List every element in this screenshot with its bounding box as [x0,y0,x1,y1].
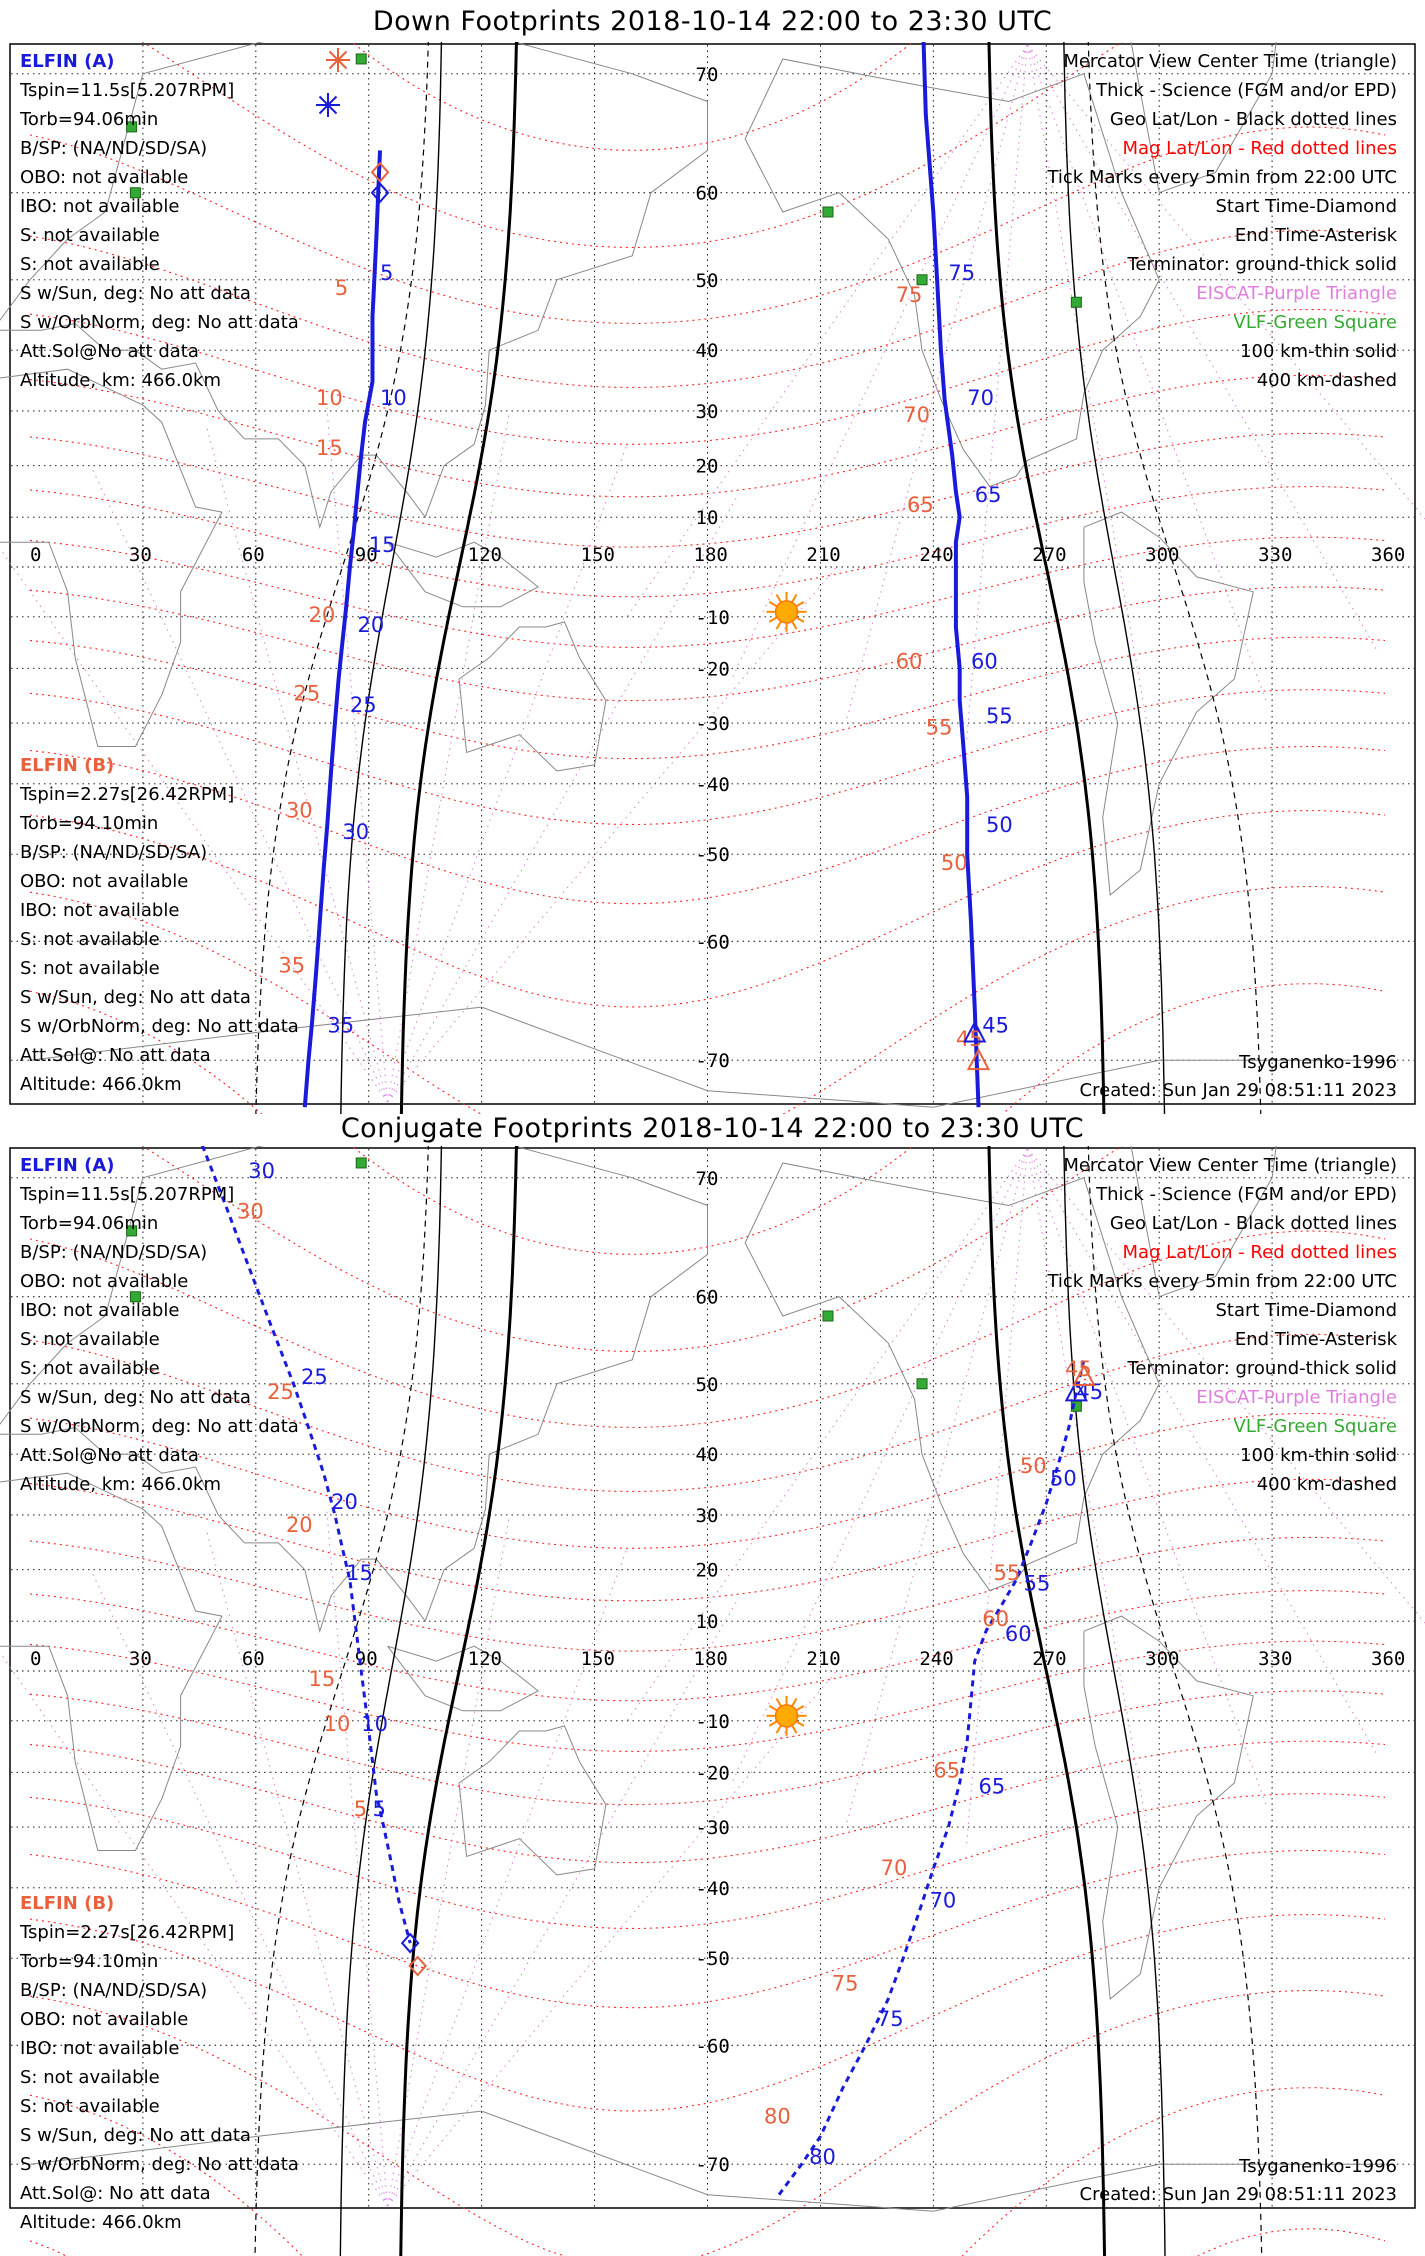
x-tick-label: 240 [919,544,953,566]
y-tick-label: -50 [696,1948,730,1970]
y-tick-label: -20 [696,1762,730,1784]
elfin-b-info-line: S: not available [20,958,160,979]
y-tick-label: -60 [696,931,730,953]
x-tick-label: 60 [242,1648,265,1670]
tick-b-2-label: 70 [881,1856,908,1880]
tick-b-1-label: 10 [324,1712,351,1736]
elfin-b-info-line: OBO: not available [20,871,188,892]
elfin-a-info-line: S w/Sun, deg: No att data [20,1387,251,1408]
elfin-b-info-line: S: not available [20,929,160,950]
y-tick-label: 40 [696,1444,719,1466]
x-tick-label: 90 [355,544,378,566]
legend-block-line: Tick Marks every 5min from 22:00 UTC [1046,167,1397,188]
tick-a-2-label: 65 [979,1775,1006,1799]
vlf-square [356,1158,366,1168]
tick-a-2-label: 70 [930,1889,957,1913]
x-tick-label: 330 [1258,544,1292,566]
y-tick-label: -20 [696,658,730,680]
x-tick-label: 0 [30,1648,41,1670]
elfin-b-info-line: Torb=94.10min [19,813,158,834]
elfin-b-info-line: S w/OrbNorm, deg: No att data [20,1016,299,1037]
legend-block-line: Mercator View Center Time (triangle) [1063,1155,1397,1176]
tick-b-2-label: 55 [994,1561,1021,1585]
elfin-a-info-line: S w/OrbNorm, deg: No att data [20,1416,299,1437]
tick-a-2-label: 60 [1005,1622,1032,1646]
map-panel-down [0,42,1425,1114]
legend-block-line: Mag Lat/Lon - Red dotted lines [1122,1242,1397,1263]
y-tick-label: 40 [696,340,719,362]
y-tick-label: 20 [696,1560,719,1582]
tick-a-2-label: 65 [975,483,1002,507]
tick-b-2-label: 45 [956,1027,983,1051]
elfin-b-info-line: Tspin=2.27s[26.42RPM] [19,784,234,805]
end-asterisk-b-icon [326,48,350,72]
tick-a-1-label: 30 [248,1159,275,1183]
model-label: Tsyganenko-1996 [1238,1052,1397,1073]
tick-b-2-label: 75 [832,1971,859,1995]
elfin-a-info-line: ELFIN (A) [20,1155,114,1176]
x-tick-label: 180 [694,1648,728,1670]
x-tick-label: 240 [919,1648,953,1670]
elfin-b-info-line: Altitude: 466.0km [20,1074,182,1095]
tick-b-1-label: 5 [335,276,348,300]
elfin-b-info-line: IBO: not available [20,900,179,921]
tick-a-2-label: 45 [982,1013,1009,1037]
end-asterisk-a-icon [316,93,340,117]
elfin-a-info-line: Torb=94.06min [19,1213,158,1234]
x-tick-label: 90 [355,1648,378,1670]
elfin-a-info-line: OBO: not available [20,167,188,188]
legend-block-line: 400 km-dashed [1257,1474,1397,1495]
tick-b-1-label: 10 [316,386,343,410]
elfin-a-info-line: Tspin=11.5s[5.207RPM] [19,1184,234,1205]
x-tick-label: 210 [806,1648,840,1670]
elfin-b-info-line: ELFIN (B) [20,755,114,776]
elfin-a-info-line: Att.Sol@No att data [20,1445,199,1466]
tick-a-2-label: 45 [1076,1380,1103,1404]
y-tick-label: 60 [696,1287,719,1309]
y-tick-label: -60 [696,2035,730,2057]
panel-title-down: Down Footprints 2018-10-14 22:00 to 23:30 UTC [0,6,1425,37]
tick-a-1-label: 10 [380,386,407,410]
tick-a-1-label: 15 [369,533,396,557]
elfin-b-info-line: B/SP: (NA/ND/SD/SA) [20,1980,207,2001]
elfin-b-info-line: Torb=94.10min [19,1951,158,1972]
legend-block-line: Terminator: ground-thick solid [1126,1358,1397,1379]
elfin-a-info-line: IBO: not available [20,196,179,217]
tick-b-1-label: 20 [286,1513,313,1537]
tick-a-2-label: 75 [877,2007,904,2031]
y-tick-label: 50 [696,1374,719,1396]
x-tick-label: 360 [1371,544,1405,566]
tick-a-2-label: 55 [986,704,1013,728]
y-tick-label: -50 [696,844,730,866]
legend-block-line: Tick Marks every 5min from 22:00 UTC [1046,1271,1397,1292]
created-label: Created: Sun Jan 29 08:51:11 2023 [1080,1080,1397,1101]
tick-a-1-label: 30 [342,820,369,844]
elfin-b-info-line: Altitude: 466.0km [20,2212,182,2233]
legend-block-line: EISCAT-Purple Triangle [1196,283,1397,304]
x-tick-label: 60 [242,544,265,566]
elfin-b-info-line: OBO: not available [20,2009,188,2030]
tick-a-1-label: 10 [361,1712,388,1736]
elfin-b-info-line: S: not available [20,2096,160,2117]
legend-block-line: VLF-Green Square [1234,1416,1397,1437]
y-tick-label: -70 [696,2154,730,2176]
legend-block-line: Mag Lat/Lon - Red dotted lines [1122,138,1397,159]
x-tick-label: 120 [468,1648,502,1670]
x-tick-label: 210 [806,544,840,566]
vlf-square [823,207,833,217]
tick-b-1-label: 25 [293,682,320,706]
y-tick-label: -30 [696,1817,730,1839]
tick-b-1-label: 20 [309,603,336,627]
elfin-a-info-line: S w/OrbNorm, deg: No att data [20,312,299,333]
y-tick-label: -70 [696,1050,730,1072]
elfin-a-info-line: Att.Sol@No att data [20,341,199,362]
legend-block-line: Thick - Science (FGM and/or EPD) [1095,1184,1397,1205]
tick-b-2-label: 50 [941,851,968,875]
legend-block-line: 100 km-thin solid [1240,1445,1397,1466]
tick-b-1-label: 25 [267,1380,294,1404]
elfin-a-info-line: S: not available [20,225,160,246]
tick-b-1-label: 5 [354,1797,367,1821]
elfin-b-info-line: S w/Sun, deg: No att data [20,987,251,1008]
elfin-a-info-line: Torb=94.06min [19,109,158,130]
tick-b-2-label: 70 [903,403,930,427]
y-tick-label: 60 [696,183,719,205]
legend-block-line: 100 km-thin solid [1240,341,1397,362]
y-tick-label: -40 [696,774,730,796]
tick-a-2-label: 75 [948,261,975,285]
y-tick-label: 10 [696,1611,719,1633]
tick-b-2-label: 60 [982,1607,1009,1631]
y-tick-label: 30 [696,1505,719,1527]
tick-a-2-label: 50 [986,813,1013,837]
y-tick-label: -40 [696,1878,730,1900]
x-tick-label: 120 [468,544,502,566]
tick-b-2-label: 75 [896,283,923,307]
map-group [0,1146,1425,2256]
tick-b-1-label: 30 [237,1199,264,1223]
tick-b-2-label: 65 [907,493,934,517]
elfin-b-info-line: S: not available [20,2067,160,2088]
legend-block-line: EISCAT-Purple Triangle [1196,1387,1397,1408]
legend-block-line: Geo Lat/Lon - Black dotted lines [1110,1213,1397,1234]
legend-block-line: Start Time-Diamond [1215,196,1397,217]
x-tick-label: 150 [581,1648,615,1670]
vlf-square [917,1379,927,1389]
legend-block-line: End Time-Asterisk [1235,225,1398,246]
legend-block-line: 400 km-dashed [1257,370,1397,391]
elfin-b-info-line: S w/OrbNorm, deg: No att data [20,2154,299,2175]
x-tick-label: 330 [1258,1648,1292,1670]
tick-b-1-label: 15 [309,1667,336,1691]
panel-title-conjugate: Conjugate Footprints 2018-10-14 22:00 to 23:30 UTC [0,1113,1425,1144]
model-label: Tsyganenko-1996 [1238,2156,1397,2177]
tick-a-1-label: 35 [327,1013,354,1037]
y-tick-label: -10 [696,1711,730,1733]
y-tick-label: 70 [696,1168,719,1190]
sun-disk [776,1705,798,1727]
y-tick-label: 70 [696,64,719,86]
elfin-b-info-line: B/SP: (NA/ND/SD/SA) [20,842,207,863]
y-tick-label: 10 [696,507,719,529]
elfin-b-info-line: Att.Sol@: No att data [20,1045,211,1066]
elfin-b-info-line: Att.Sol@: No att data [20,2183,211,2204]
legend-block-line: Thick - Science (FGM and/or EPD) [1095,80,1397,101]
tick-b-2-label: 80 [764,2105,791,2129]
vlf-square [823,1311,833,1321]
elfin-a-info-line: B/SP: (NA/ND/SD/SA) [20,138,207,159]
y-tick-label: 30 [696,401,719,423]
elfin-a-info-line: IBO: not available [20,1300,179,1321]
legend-block-line: Start Time-Diamond [1215,1300,1397,1321]
elfin-b-info-line: IBO: not available [20,2038,179,2059]
elfin-a-info-line: Tspin=11.5s[5.207RPM] [19,80,234,101]
tick-b-2-label: 45 [1065,1357,1092,1381]
elfin-a-info-line: B/SP: (NA/ND/SD/SA) [20,1242,207,1263]
tick-a-1-label: 15 [346,1561,373,1585]
y-tick-label: -30 [696,713,730,735]
tick-b-1-label: 15 [316,436,343,460]
tick-b-2-label: 55 [926,716,953,740]
tick-b-2-label: 65 [933,1759,960,1783]
x-tick-label: 180 [694,544,728,566]
tick-a-2-label: 50 [1050,1466,1077,1490]
x-tick-label: 300 [1145,544,1179,566]
map-panel-conj [0,1146,1425,2256]
tick-b-1-label: 30 [286,798,313,822]
tick-a-2-label: 70 [967,386,994,410]
legend-block-line: Mercator View Center Time (triangle) [1063,51,1397,72]
x-tick-label: 360 [1371,1648,1405,1670]
legend-block-line: Geo Lat/Lon - Black dotted lines [1110,109,1397,130]
tick-a-2-label: 60 [971,649,998,673]
tick-a-1-label: 25 [301,1365,328,1389]
elfin-a-info-line: S: not available [20,1358,160,1379]
created-label: Created: Sun Jan 29 08:51:11 2023 [1080,2184,1397,2205]
y-tick-label: 50 [696,270,719,292]
vlf-square [356,54,366,64]
elfin-a-info-line: OBO: not available [20,1271,188,1292]
tick-a-1-label: 20 [331,1490,358,1514]
sun-disk [776,601,798,623]
elfin-a-info-line: Altitude, km: 466.0km [20,1474,221,1495]
y-tick-label: -10 [696,607,730,629]
vlf-square [1071,297,1081,307]
elfin-a-info-line: Altitude, km: 466.0km [20,370,221,391]
elfin-b-info-line: ELFIN (B) [20,1893,114,1914]
x-tick-label: 30 [129,544,152,566]
elfin-a-info-line: S: not available [20,254,160,275]
elfin-a-info-line: S w/Sun, deg: No att data [20,283,251,304]
tick-a-2-label: 80 [809,2145,836,2169]
tick-a-1-label: 5 [380,261,393,285]
tick-a-2-label: 55 [1024,1572,1051,1596]
elfin-b-info-line: S w/Sun, deg: No att data [20,2125,251,2146]
x-tick-label: 30 [129,1648,152,1670]
tick-a-1-label: 5 [373,1797,386,1821]
x-tick-label: 300 [1145,1648,1179,1670]
legend-block-line: Terminator: ground-thick solid [1126,254,1397,275]
tick-a-1-label: 25 [350,693,377,717]
y-tick-label: 20 [696,456,719,478]
legend-block-line: End Time-Asterisk [1235,1329,1398,1350]
x-tick-label: 0 [30,544,41,566]
elfin-a-info-line: S: not available [20,1329,160,1350]
x-tick-label: 270 [1032,544,1066,566]
x-tick-label: 270 [1032,1648,1066,1670]
map-group [0,42,1425,1114]
x-tick-label: 150 [581,544,615,566]
elfin-b-info-line: Tspin=2.27s[26.42RPM] [19,1922,234,1943]
legend-block-line: VLF-Green Square [1234,312,1397,333]
mag-parallel [30,2229,1385,2256]
tick-b-2-label: 50 [1020,1454,1047,1478]
elfin-a-info-line: ELFIN (A) [20,51,114,72]
tick-b-1-label: 35 [278,953,305,977]
tick-a-1-label: 20 [357,613,384,637]
tick-b-2-label: 60 [896,649,923,673]
